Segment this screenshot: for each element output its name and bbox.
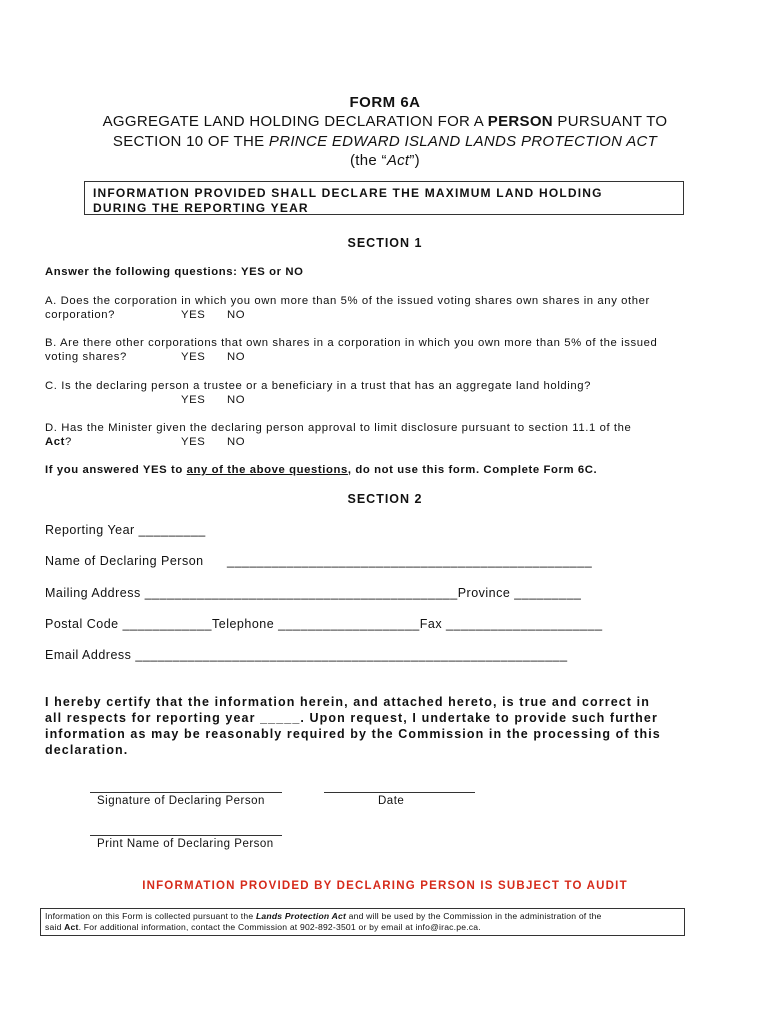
print-name-line[interactable] [90,835,282,836]
question-a-no[interactable]: NO [227,309,246,321]
question-d-yes[interactable]: YES [181,436,206,448]
question-d [45,421,685,449]
question-d-text: D. Has the Minister given the declaring person approval to limit disclosure pursuant to section 11.1 of the [45,422,632,434]
section2-heading: SECTION 2 [347,492,423,506]
question-c-no[interactable]: NO [227,394,246,406]
question-b-text-2: voting shares? [45,351,127,363]
certification-statement: I hereby certify that the information herein, and attached hereto, is true and correct in all respects for reporting year _____. Upon request, I undertake to provide such further information as may be reasonably required by the Commission in the processing of this declaration. [45,695,661,757]
reporting-year-field[interactable]: Reporting Year _________ [45,523,206,537]
question-d-text-2: Act? [45,436,72,448]
question-b-no[interactable]: NO [227,351,246,363]
date-label: Date [378,795,405,807]
form-title-line1: AGGREGATE LAND HOLDING DECLARATION FOR A PERSON PURSUANT TO [102,113,668,130]
audit-notice: INFORMATION PROVIDED BY DECLARING PERSON IS SUBJECT TO AUDIT [142,880,628,892]
notice-line2: DURING THE REPORTING YEAR [93,201,309,215]
section1-instructions: Answer the following questions: YES or NO [45,266,304,278]
question-c [45,379,685,407]
question-b [45,336,685,364]
declaring-person-name-label: Name of Declaring Person [45,554,204,568]
question-a-text: A. Does the corporation in which you own more than 5% of the issued voting shares own shares in any other [45,295,650,307]
declaring-person-name-field[interactable]: _________________________________________________ [227,554,593,568]
question-c-text: C. Is the declaring person a trustee or a beneficiary in a trust that has an aggregate land holding? [45,380,592,392]
question-c-yes[interactable]: YES [181,394,206,406]
question-d-no[interactable]: NO [227,436,246,448]
mailing-address-field[interactable]: Mailing Address __________________________________________Province _________ [45,586,582,600]
notice-line1: INFORMATION PROVIDED SHALL DECLARE THE MAXIMUM LAND HOLDING [93,186,603,200]
postal-phone-fax-field[interactable]: Postal Code ____________Telephone ___________________Fax _____________________ [45,617,603,631]
question-a-text-2: corporation? [45,309,116,321]
form-title-line3: (the “Act”) [350,152,420,169]
section1-heading: SECTION 1 [347,236,423,250]
question-b-yes[interactable]: YES [181,351,206,363]
question-b-text: B. Are there other corporations that own shares in a corporation in which you own more than 5% of the issued [45,337,658,349]
form-6c-warning: If you answered YES to any of the above questions, do not use this form. Complete Form 6C. [45,464,598,476]
signature-line[interactable] [90,792,282,793]
date-line[interactable] [324,792,475,793]
signature-label: Signature of Declaring Person [97,795,265,807]
email-address-field[interactable]: Email Address __________________________________________________________ [45,648,568,662]
privacy-footer-box [40,908,685,936]
footer-line1: Information on this Form is collected pursuant to the Lands Protection Act and will be used by the Commission in the administration of the [45,911,602,921]
question-a-yes[interactable]: YES [181,309,206,321]
question-a [45,294,685,322]
footer-line2: said Act. For additional information, contact the Commission at 902-892-3501 or by email at info@irac.pe.ca. [45,922,481,932]
form-title-line2: SECTION 10 OF THE PRINCE EDWARD ISLAND LANDS PROTECTION ACT [112,133,658,150]
form-number: FORM 6A [349,94,421,111]
print-name-label: Print Name of Declaring Person [97,838,274,850]
max-holding-notice-box [84,181,684,215]
